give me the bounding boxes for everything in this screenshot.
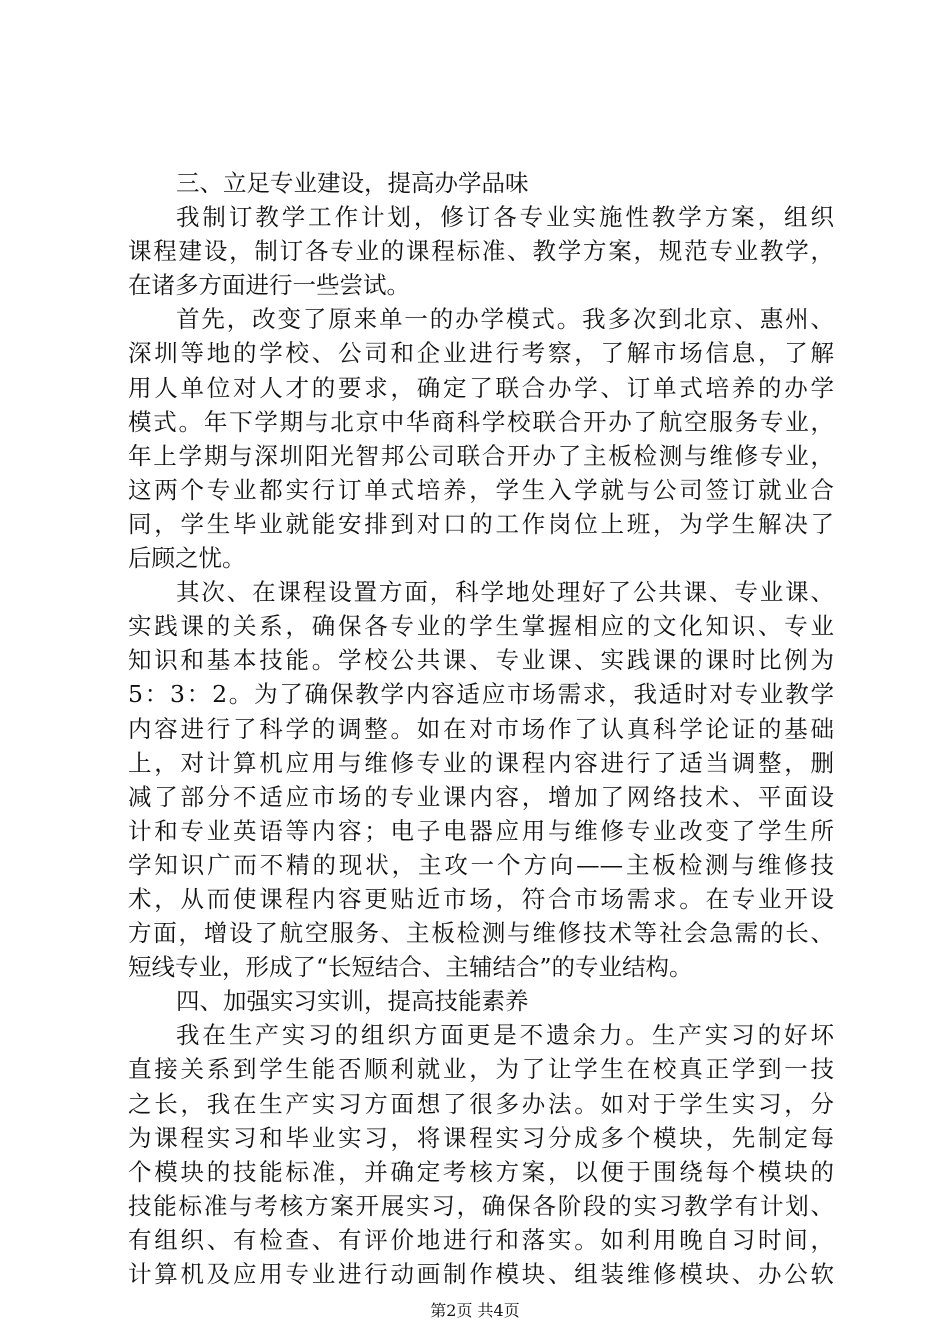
paragraph-line: 个模块的技能标准，并确定考核方案，以便于围绕每个模块的 [128,1157,834,1186]
paragraph-line: 学知识广而不精的现状，主攻一个方向——主板检测与维修技 [128,850,834,879]
paragraph-line: 技能标准与考核方案开展实习，确保各阶段的实习教学有计划、 [128,1191,834,1220]
paragraph-line: 减了部分不适应市场的专业课内容，增加了网络技术、平面设 [128,782,834,811]
paragraph-line: 后顾之忧。 [128,544,246,573]
paragraph-line: 模式。年下学期与北京中华商科学校联合开办了航空服务专业， [128,407,834,436]
paragraph-line: 深圳等地的学校、公司和企业进行考察，了解市场信息，了解 [128,339,834,368]
paragraph-line: 年上学期与深圳阳光智邦公司联合开办了主板检测与维修专业， [128,441,834,470]
paragraph-line: 5：3：2。为了确保教学内容适应市场需求，我适时对专业教学 [128,680,834,709]
paragraph-line: 课程建设，制订各专业的课程标准、教学方案，规范专业教学， [128,237,834,266]
paragraph [128,302,834,575]
paragraph-line: 我制订教学工作计划，修订各专业实施性教学方案，组织 [176,203,834,232]
document-body [128,166,834,1291]
page-number: 第2页 共4页 [430,1301,520,1320]
paragraph-line: 有组织、有检查、有评价地进行和落实。如利用晚自习时间， [128,1225,834,1254]
paragraph-line: 术，从而使课程内容更贴近市场，符合市场需求。在专业开设 [128,884,834,913]
paragraph-line: 直接关系到学生能否顺利就业，为了让学生在校真正学到一技 [128,1055,834,1084]
paragraph-line: 计和专业英语等内容；电子电器应用与维修专业改变了学生所 [128,816,834,845]
paragraph-line: 计算机及应用专业进行动画制作模块、组装维修模块、办公软 [128,1260,834,1288]
paragraph [128,200,834,302]
paragraph-line: 短线专业，形成了“长短结合、主辅结合”的专业结构。 [128,953,693,982]
paragraph-line: 内容进行了科学的调整。如在对市场作了认真科学论证的基础 [128,714,834,743]
paragraph-line: 实践课的关系，确保各专业的学生掌握相应的文化知识、专业 [128,612,834,641]
paragraph-line: 知识和基本技能。学校公共课、专业课、实践课的课时比例为 [128,646,834,675]
paragraph-line: 首先，改变了原来单一的办学模式。我多次到北京、惠州、 [176,305,834,334]
paragraph-line: 上，对计算机应用与维修专业的课程内容进行了适当调整，删 [128,748,834,777]
paragraph-line: 之长，我在生产实习方面想了很多办法。如对于学生实习，分 [128,1089,834,1118]
paragraph-line: 同，学生毕业就能安排到对口的工作岗位上班，为学生解决了 [128,509,834,538]
section-heading: 三、立足专业建设，提高办学品味 [176,169,529,197]
paragraph-line: 在诸多方面进行一些尝试。 [128,271,410,300]
paragraph-line: 我在生产实习的组织方面更是不遗余力。生产实习的好坏 [176,1021,834,1050]
paragraph-line: 为课程实习和毕业实习，将课程实习分成多个模块，先制定每 [128,1123,834,1152]
paragraph [128,1018,834,1291]
section-heading: 四、加强实习实训，提高技能素养 [176,987,529,1016]
paragraph-line: 其次、在课程设置方面，科学地处理好了公共课、专业课、 [176,578,834,607]
paragraph-line: 用人单位对人才的要求，确定了联合办学、订单式培养的办学 [128,373,834,402]
paragraph [128,575,834,984]
paragraph-line: 方面，增设了航空服务、主板检测与维修技术等社会急需的长、 [128,919,834,948]
paragraph-line: 这两个专业都实行订单式培养，学生入学就与公司签订就业合 [128,475,834,504]
